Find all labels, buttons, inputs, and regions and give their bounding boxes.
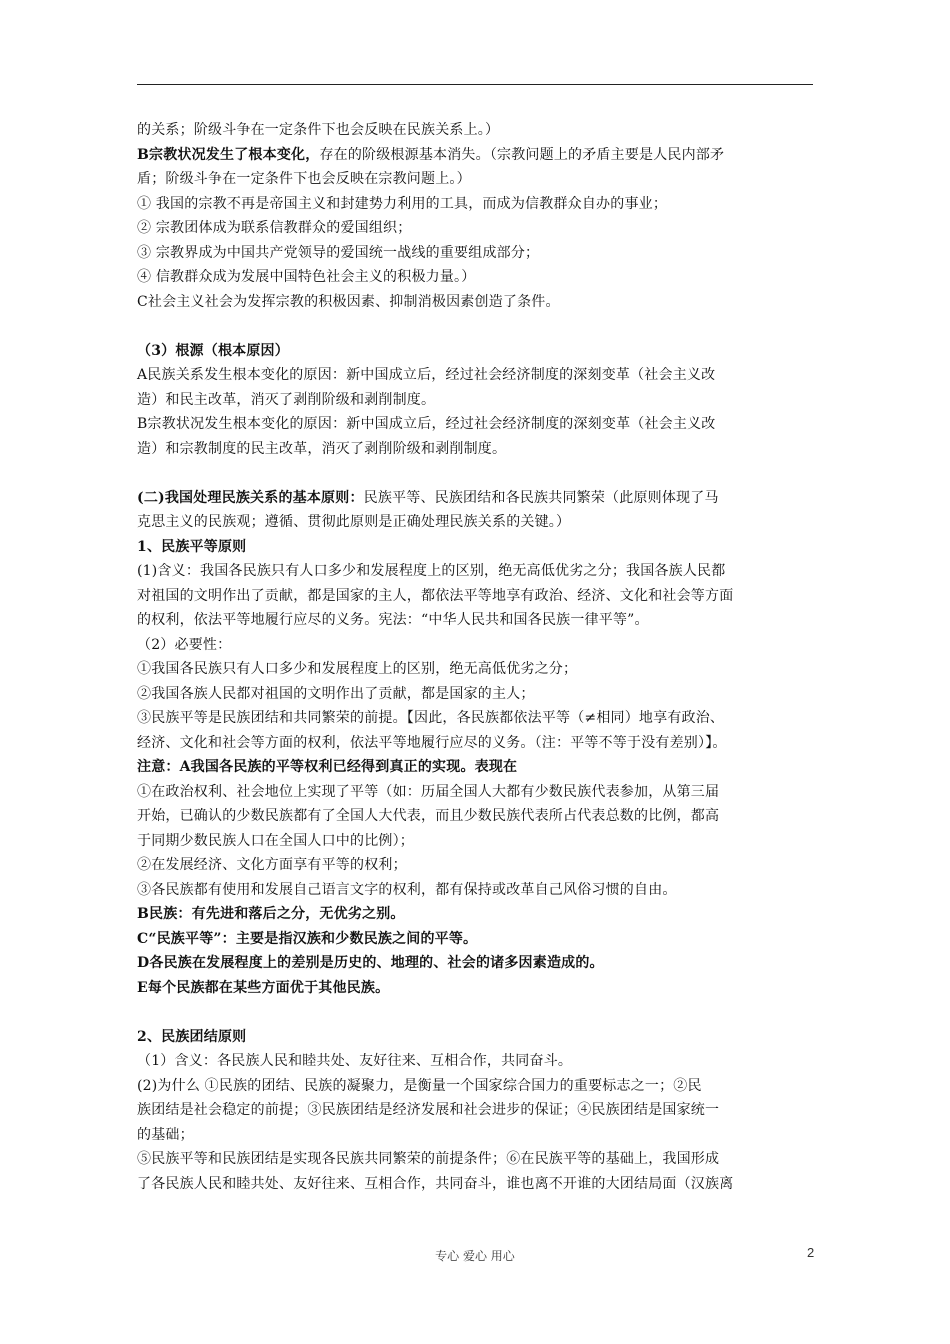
text-line: 造）和民主改革，消灭了剥削阶级和剥削制度。 [137, 391, 436, 408]
list-item: ①在政治权利、社会地位上实现了平等（如：历届全国人大都有少数民族代表参加，从第三届 [137, 783, 720, 800]
list-item: ③民族平等是民族团结和共同繁荣的前提。【因此，各民族都依法平等（≠相同）地享有政治、 [137, 710, 725, 726]
list-item: ④ 信教群众成为发展中国特色社会主义的积极力量。） [137, 269, 476, 285]
text-line: 的基础； [137, 1126, 194, 1143]
text-line: 的权利，依法平等地履行应尽的义务。宪法：“中华人民共和国各民族一律平等”。 [137, 612, 649, 628]
document-body [137, 118, 815, 1196]
text-line: ⑤民族平等和民族团结是实现各民族共同繁荣的前提条件；⑥在民族平等的基础上，我国形成 [137, 1151, 720, 1167]
list-item: ②在发展经济、文化方面享有平等的权利； [137, 857, 407, 873]
text-line: (1)含义：我国各民族只有人口多少和发展程度上的区别，绝无高低优劣之分；我国各族人民都 [137, 563, 726, 579]
normal-text: 民族平等、民族团结和各民族共同繁荣（此原则体现了马 [363, 489, 719, 506]
text-line: 经济、文化和社会等方面的权利，依法平等地履行应尽的义务。（注：平等不等于没有差别）】。 [137, 734, 727, 751]
note-item: E每个民族都在某些方面优于其他民族。 [137, 979, 390, 996]
list-item: ① 我国的宗教不再是帝国主义和封建势力利用的工具，而成为信教群众自办的事业； [137, 195, 668, 212]
text-line: 对祖国的文明作出了贡献，都是国家的主人，都依法平等地享有政治、经济、文化和社会等方面 [137, 587, 734, 604]
text-line: (2)为什么 ①民族的团结、民族的凝聚力，是衡量一个国家综合国力的重要标志之一；②民 [137, 1077, 702, 1094]
page-footer: 专心 爱心 用心 [435, 1249, 515, 1263]
text-line: C社会主义社会为发挥宗教的积极因素、抑制消极因素创造了条件。 [137, 293, 560, 310]
text-line [137, 486, 815, 511]
section-heading: 1、民族平等原则 [137, 538, 247, 555]
list-item: ①我国各民族只有人口多少和发展程度上的区别，绝无高低优劣之分； [137, 661, 578, 677]
text-line: 于同期少数民族人口在全国人口中的比例）； [137, 832, 414, 849]
text-line: （2）必要性： [137, 636, 232, 653]
list-item: ② 宗教团体成为联系信教群众的爱国组织； [137, 220, 412, 236]
text-line: 族团结是社会稳定的前提；③民族团结是经济发展和社会进步的保证；④民族团结是国家统一 [137, 1102, 720, 1118]
text-line [137, 143, 815, 168]
text-line: 克思主义的民族观；遵循、贯彻此原则是正确处理民族关系的关键。） [137, 514, 571, 530]
section-heading: （3）根源（根本原因） [137, 342, 289, 359]
section-heading: 2、民族团结原则 [137, 1028, 247, 1045]
paragraph-gap [137, 314, 815, 339]
bold-text: (二)我国处理民族关系的基本原则： [137, 489, 364, 506]
note-heading: 注意：A我国各民族的平等权利已经得到真正的实现。表现在 [137, 759, 518, 775]
page-number: 2 [807, 1245, 815, 1260]
text-line: A民族关系发生根本变化的原因：新中国成立后，经过社会经济制度的深刻变革（社会主义改 [137, 367, 716, 383]
text-line: B宗教状况发生根本变化的原因：新中国成立后，经过社会经济制度的深刻变革（社会主义改 [137, 416, 716, 432]
list-item: ②我国各族人民都对祖国的文明作出了贡献，都是国家的主人； [137, 685, 535, 702]
text-line: 了各民族人民和睦共处、友好往来、互相合作，共同奋斗，谁也离不开谁的大团结局面（汉族离 [137, 1175, 734, 1192]
text-line: 开始，已确认的少数民族都有了全国人大代表，而且少数民族代表所占代表总数的比例，都高 [137, 808, 720, 824]
text-line: 盾；阶级斗争在一定条件下也会反映在宗教问题上。） [137, 171, 471, 187]
list-item: ③各民族都有使用和发展自己语言文字的权利，都有保持或改革自己风俗习惯的自由。 [137, 881, 677, 898]
bold-text: B宗教状况发生了根本变化， [137, 146, 320, 163]
note-item: B民族：有先进和落后之分，无优劣之别。 [137, 906, 405, 922]
text-line: 的关系；阶级斗争在一定条件下也会反映在民族关系上。） [137, 122, 500, 138]
text-line: （1）含义：各民族人民和睦共处、友好往来、互相合作，共同奋斗。 [137, 1053, 573, 1069]
note-item: D各民族在发展程度上的差别是历史的、地理的、社会的诸多因素造成的。 [137, 955, 604, 971]
list-item: ③ 宗教界成为中国共产党领导的爱国统一战线的重要组成部分； [137, 244, 540, 261]
text-line: 造）和宗教制度的民主改革，消灭了剥削阶级和剥削制度。 [137, 440, 507, 457]
normal-text: 存在的阶级根源基本消失。（宗教问题上的矛盾主要是人民内部矛 [319, 146, 725, 163]
paragraph-gap [137, 461, 815, 486]
note-item: C“民族平等”：主要是指汉族和少数民族之间的平等。 [137, 930, 478, 947]
paragraph-gap [137, 1000, 815, 1025]
header-rule [137, 84, 813, 85]
